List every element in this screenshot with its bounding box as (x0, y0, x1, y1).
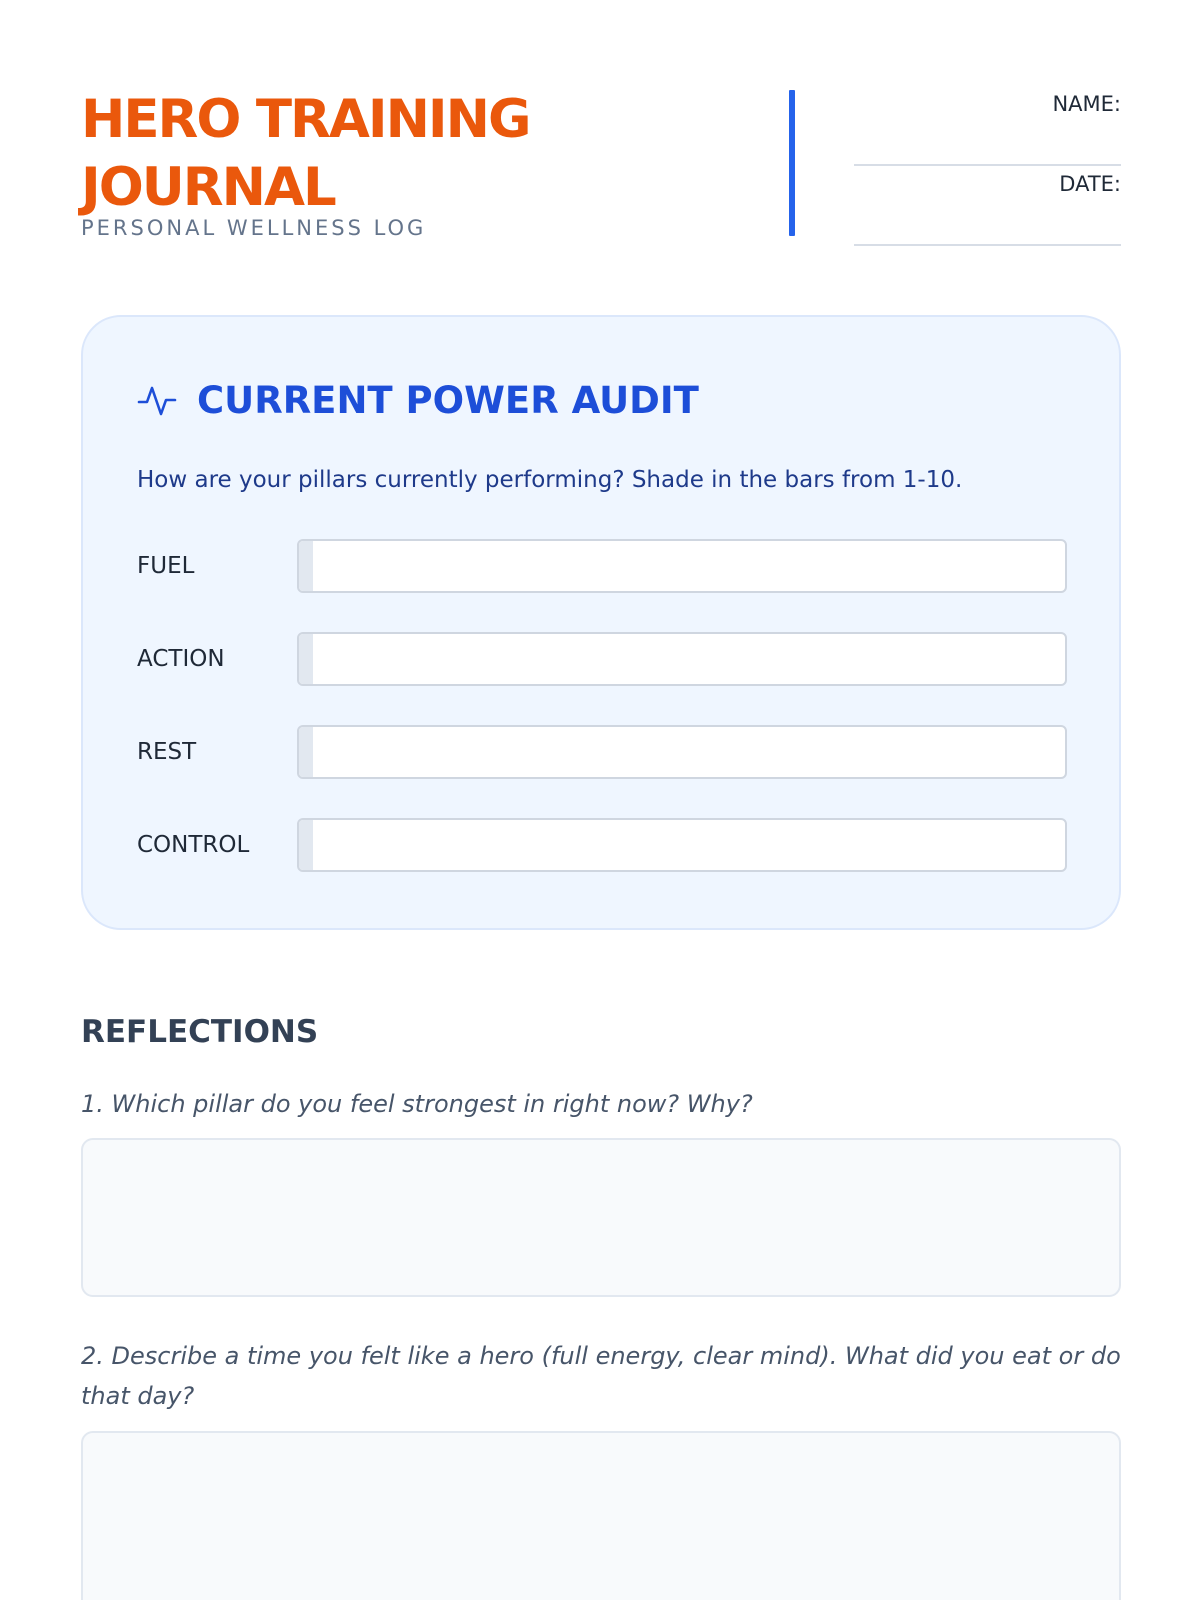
reflection-question-2: 2. Describe a time you felt like a hero (full energy, clear mind). What did you eat or do that day? (81, 1342, 1121, 1410)
audit-header (137, 375, 699, 425)
name-label: NAME: (1052, 92, 1121, 116)
reflection-question-1: 1. Which pillar do you feel strongest in right now? Why? (81, 1090, 753, 1118)
pillar-row-control (137, 818, 1067, 872)
pillar-bar-action[interactable] (297, 632, 1067, 686)
reflection-answer-1[interactable] (81, 1138, 1121, 1297)
header (81, 86, 1121, 246)
pillar-label: ACTION (137, 646, 225, 672)
pillar-row-rest (137, 725, 1067, 779)
pillar-bar-fill (299, 541, 313, 591)
page-title: HERO TRAINING JOURNAL (81, 89, 530, 218)
pulse-icon (137, 380, 177, 420)
pillar-label: REST (137, 739, 197, 765)
audit-title: CURRENT POWER AUDIT (197, 378, 699, 422)
pillar-bar-control[interactable] (297, 818, 1067, 872)
pillar-bar-fill (299, 727, 313, 777)
pillar-row-action (137, 632, 1067, 686)
pillar-bar-fuel[interactable] (297, 539, 1067, 593)
pillar-label: CONTROL (137, 832, 250, 858)
power-audit-card (81, 315, 1121, 930)
pillar-bar-fill (299, 634, 313, 684)
pillar-row-fuel (137, 539, 1067, 593)
reflection-answer-2[interactable] (81, 1431, 1121, 1600)
audit-instructions: How are your pillars currently performing? Shade in the bars from 1-10. (137, 467, 963, 493)
page-subtitle: PERSONAL WELLNESS LOG (81, 216, 427, 240)
pillar-label: FUEL (137, 553, 195, 579)
name-field[interactable] (854, 86, 1121, 166)
pillar-bar-fill (299, 820, 313, 870)
reflections-title: REFLECTIONS (81, 1014, 319, 1050)
date-field[interactable] (854, 166, 1121, 246)
meta-fields (854, 86, 1121, 246)
header-divider (789, 90, 795, 236)
date-label: DATE: (1059, 172, 1121, 196)
pillar-bar-rest[interactable] (297, 725, 1067, 779)
